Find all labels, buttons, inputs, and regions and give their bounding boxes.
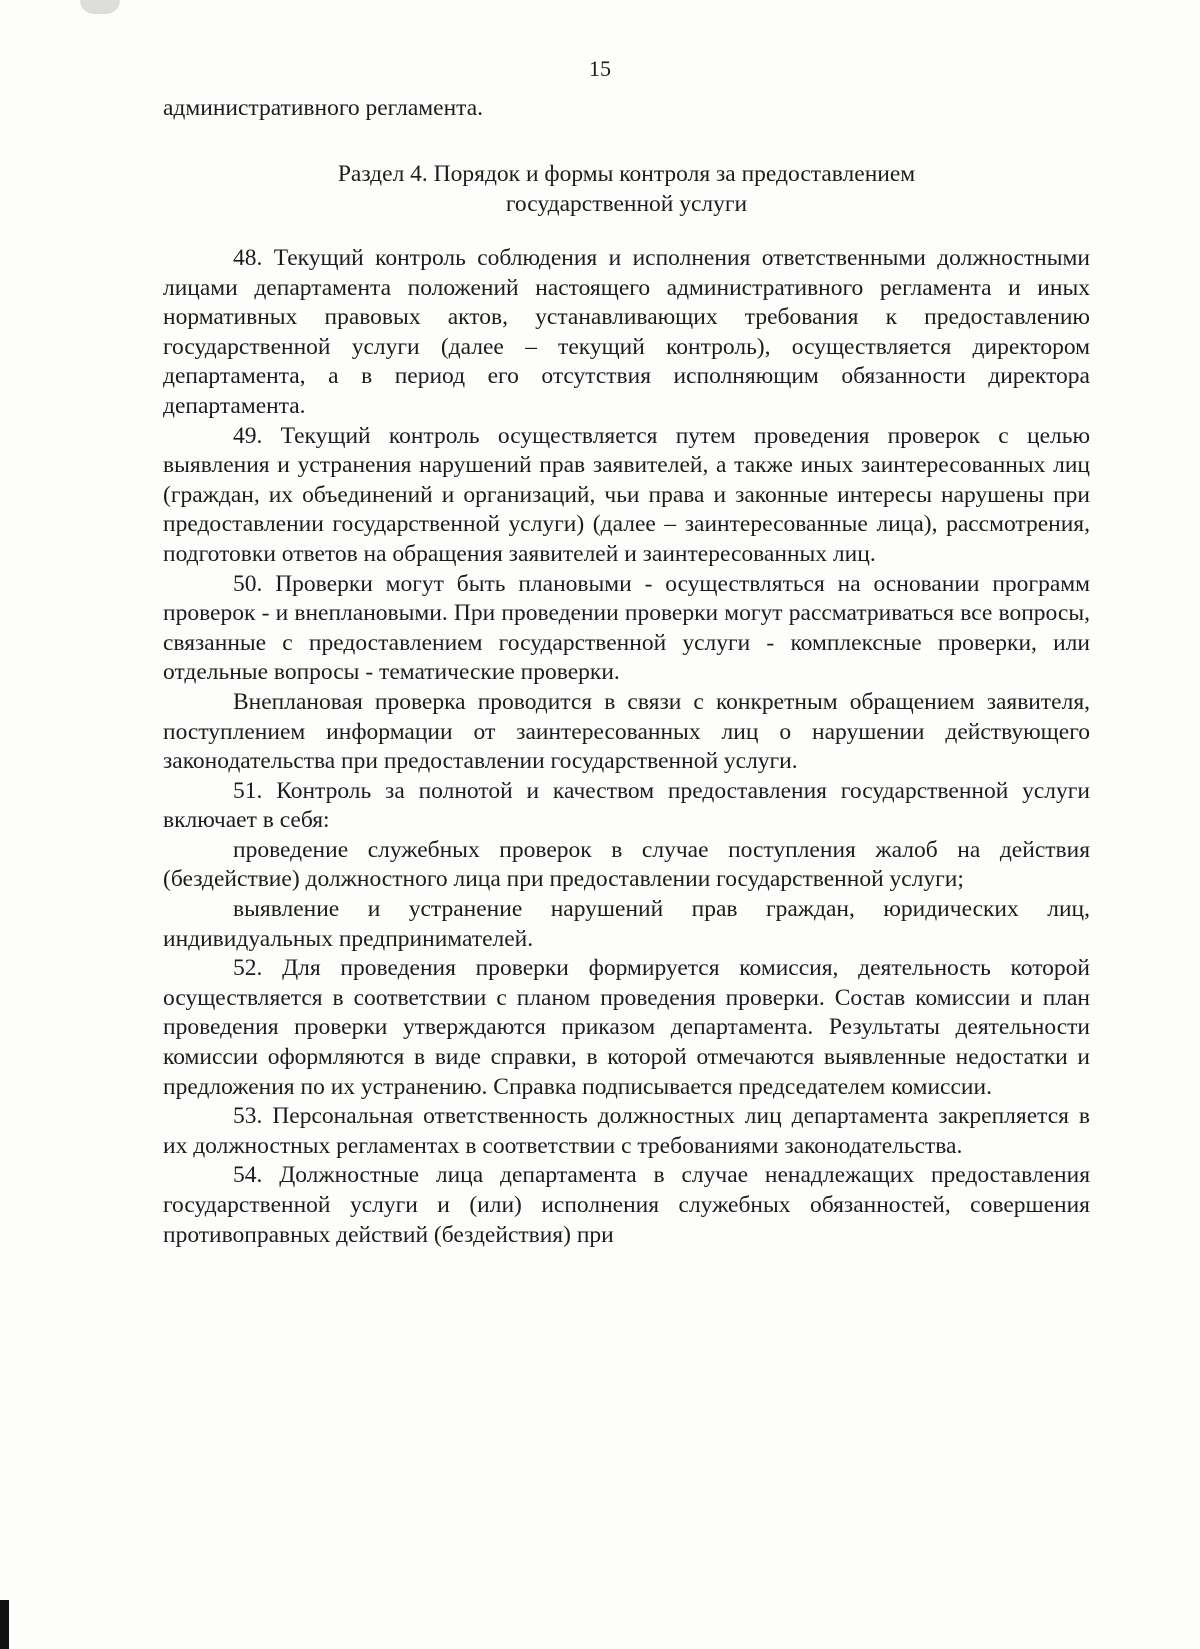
paragraph-51-item-2: выявление и устранение нарушений прав граждан, юридических лиц, индивидуальных предпринимателей. <box>163 896 1090 952</box>
section-heading-line: государственной услуги <box>505 190 748 217</box>
paragraph-54: 54. Должностные лица департамента в случае ненадлежащих предоставления государственной услуги и (или) исполнения служебных обязанностей, совершения противоправных действий (бездействия) при <box>163 1162 1090 1248</box>
paragraph-51-item-1: проведение служебных проверок в случае поступления жалоб на действия (бездействие) должностного лица при предоставлении государственной услуги; <box>163 836 1090 893</box>
paragraph-50-unscheduled: Внеплановая проверка проводится в связи с конкретным обращением заявителя, поступлением информации от заинтересованных лиц о нарушении действующего законодательства при предоставлении государственной услуги. <box>163 688 1090 775</box>
scan-smudge <box>80 0 120 14</box>
scan-edge-mark <box>0 1600 9 1649</box>
page-number: 15 <box>589 56 611 81</box>
paragraph-53: 53. Персональная ответственность должностных лиц департамента закрепляется в их должностных регламентах в соответствии с требованиями законодательства. <box>163 1103 1090 1159</box>
carryover-text: административного регламента. <box>163 95 484 121</box>
body-text <box>163 244 1090 1250</box>
paragraph-52: 52. Для проведения проверки формируется комиссия, деятельность которой осуществляется в соответствии с планом проведения проверки. Состав комиссии и план проведения проверки утверждаются приказом департамента. Результаты деятельности комиссии оформляются в виде справки, в которой отмечаются выявленные недостатки и предложения по их устранению. Справка подписывается председателем комиссии. <box>163 955 1090 1100</box>
section-heading-line: Раздел 4. Порядок и формы контроля за предоставлением <box>337 161 916 187</box>
section-heading <box>163 160 1090 219</box>
paragraph-50: 50. Проверки могут быть плановыми - осуществляться на основании программ проверок - и внеплановыми. При проведении проверки могут рассматриваться все вопросы, связанные с предоставлением государственной услуги - комплексные проверки, или отдельные вопросы - тематические проверки. <box>163 570 1090 686</box>
paragraph-49: 49. Текущий контроль осуществляется путем проведения проверок с целью выявления и устранения нарушений прав заявителей, а также иных заинтересованных лиц (граждан, их объединений и организаций, чьи права и законные интересы нарушены при предоставлении государственной услуги) (далее – заинтересованные лица), рассмотрения, подготовки ответов на обращения заявителей и заинтересованных лиц. <box>163 422 1090 567</box>
paragraph-51: 51. Контроль за полнотой и качеством предоставления государственной услуги включает в себя: <box>163 777 1090 834</box>
paragraph-48: 48. Текущий контроль соблюдения и исполнения ответственными должностными лицами департамента положений настоящего административного регламента и иных нормативных правовых актов, устанавливающих требования к предоставлению государственной услуги (далее – текущий контроль), осуществляется директором департамента, а в период его отсутствия исполняющим обязанности директора департамента. <box>163 245 1090 419</box>
